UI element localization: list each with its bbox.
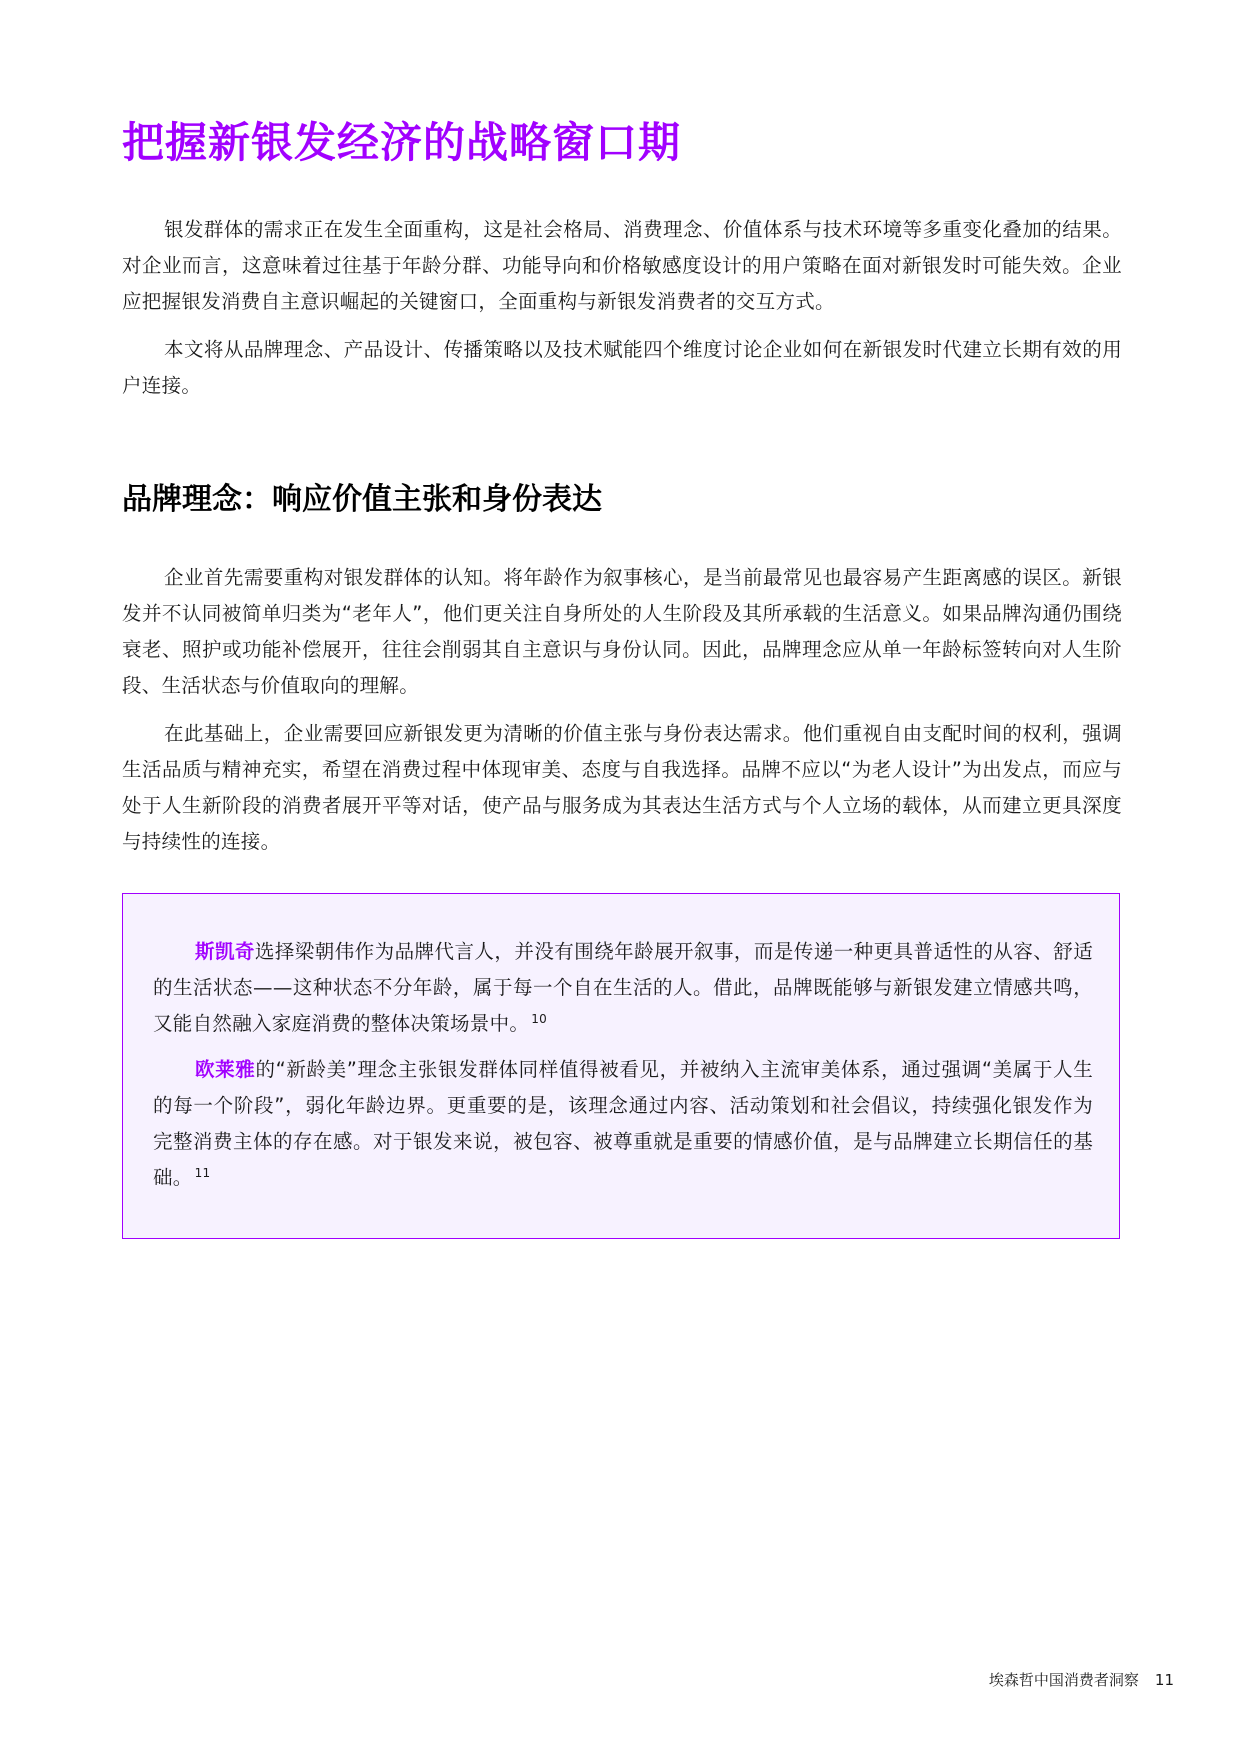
page-footer	[989, 1669, 1174, 1691]
page-number: 11	[1154, 1671, 1174, 1689]
callout-content	[153, 934, 1093, 1206]
callout-text: 选择梁朝伟作为品牌代言人，并没有围绕年龄展开叙事，而是传递一种更具普适性的从容、舒适的生活状态——这种状态不分年龄，属于每一个自在生活的人。借此，品牌既能够与新银发建立情感共鸣，又能自然融入家庭消费的整体决策场景中。	[153, 940, 1093, 1035]
callout-paragraph	[153, 1052, 1093, 1196]
brand-name: 斯凯奇	[195, 940, 255, 963]
page-title: 把握新银发经济的战略窗口期	[122, 118, 682, 167]
footnote-marker: 10	[531, 1011, 548, 1026]
section-heading: 品牌理念：响应价值主张和身份表达	[122, 482, 602, 517]
callout-paragraph	[153, 934, 1093, 1042]
section-paragraph: 在此基础上，企业需要回应新银发更为清晰的价值主张与身份表达需求。他们重视自由支配时间的权利，强调生活品质与精神充实，希望在消费过程中体现审美、态度与自我选择。品牌不应以“为老人设计”为出发点，而应与处于人生新阶段的消费者展开平等对话，使产品与服务成为其表达生活方式与个人立场的载体，从而建立更具深度与持续性的连接。	[122, 722, 1122, 853]
intro-section	[122, 212, 1122, 416]
intro-paragraph: 本文将从品牌理念、产品设计、传播策略以及技术赋能四个维度讨论企业如何在新银发时代建立长期有效的用户连接。	[122, 338, 1122, 397]
footnote-marker: 11	[194, 1165, 211, 1180]
intro-paragraph: 银发群体的需求正在发生全面重构，这是社会格局、消费理念、价值体系与技术环境等多重变化叠加的结果。对企业而言，这意味着过往基于年龄分群、功能导向和价格敏感度设计的用户策略在面对新银发时可能失效。企业应把握银发消费自主意识崛起的关键窗口，全面重构与新银发消费者的交互方式。	[122, 218, 1122, 313]
section-paragraph: 企业首先需要重构对银发群体的认知。将年龄作为叙事核心，是当前最常见也最容易产生距离感的误区。新银发并不认同被简单归类为“老年人”，他们更关注自身所处的人生阶段及其所承载的生活意义。如果品牌沟通仍围绕衰老、照护或功能补偿展开，往往会削弱其自主意识与身份认同。因此，品牌理念应从单一年龄标签转向对人生阶段、生活状态与价值取向的理解。	[122, 566, 1122, 697]
case-study-callout	[122, 893, 1120, 1239]
section-body	[122, 560, 1122, 872]
brand-name: 欧莱雅	[195, 1058, 256, 1081]
publication-name: 埃森哲中国消费者洞察	[988, 1671, 1139, 1689]
callout-text: 的“新龄美”理念主张银发群体同样值得被看见，并被纳入主流审美体系，通过强调“美属于人生的每一个阶段”，弱化年龄边界。更重要的是，该理念通过内容、活动策划和社会倡议，持续强化银发作为完整消费主体的存在感。对于银发来说，被包容、被尊重就是重要的情感价值，是与品牌建立长期信任的基础。	[153, 1058, 1093, 1189]
